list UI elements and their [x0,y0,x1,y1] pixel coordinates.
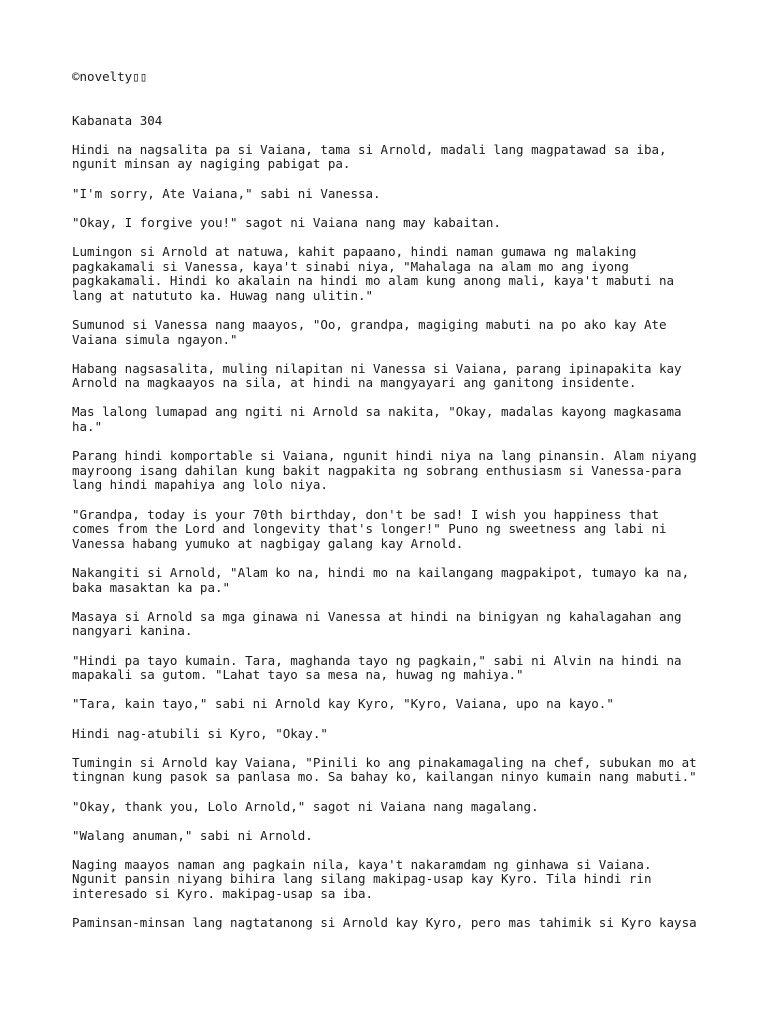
paragraph-5: Sumunod si Vanessa nang maayos, "Oo, grandpa, magiging mabuti na po ako kay Ate Vaiana simula ngayon." [72,316,667,347]
paragraph-17: "Walang anuman," sabi ni Arnold. [72,827,313,843]
paragraph-9: "Grandpa, today is your 70th birthday, don't be sad! I wish you happiness that comes from the Lord and longevity that's longer!" Puno ng sweetness ang labi ni Vanessa habang yumuko at nagbigay galang kay Arnold. [72,506,667,551]
paragraph-15: Tumingin si Arnold kay Vaiana, "Pinili ko ang pinakamagaling na chef, subukan mo at tingnan kung pasok sa panlasa mo. Sa bahay ko, kailangan ninyo kumain nang mabuti." [72,754,697,785]
paragraph-13: "Tara, kain tayo," sabi ni Arnold kay Kyro, "Kyro, Vaiana, upo na kayo." [72,696,614,712]
paragraph-11: Masaya si Arnold sa mga ginawa ni Vanessa at hindi na binigyan ng kahalagahan ang nangyari kanina. [72,608,682,639]
paragraph-19: Paminsan-minsan lang nagtatanong si Arnold kay Kyro, pero mas tahimik si Kyro kaysa [72,915,697,931]
paragraph-12: "Hindi pa tayo kumain. Tara, maghanda tayo ng pagkain," sabi ni Alvin na hindi na mapakali sa gutom. "Lahat tayo sa mesa na, huwag ng mahiya." [72,652,682,683]
paragraph-2: "I'm sorry, Ate Vaiana," sabi ni Vanessa. [72,185,381,201]
paragraph-4: Lumingon si Arnold at natuwa, kahit papaano, hindi naman gumawa ng malaking pagkakamali si Vanessa, kaya't sinabi niya, "Mahalaga na alam mo ang iyong pagkakamali. Hindi ko akalain na hindi mo alam kung anong mali, kaya't mabuti na lang at natututo ka. Huwag nang ulitin." [72,243,675,303]
chapter-title: Kabanata 304 [72,112,163,128]
paragraph-7: Mas lalong lumapad ang ngiti ni Arnold sa nakita, "Okay, madalas kayong magkasama ha." [72,404,682,435]
document-page [72,70,712,945]
paragraph-14: Hindi nag-atubili si Kyro, "Okay." [72,725,328,741]
paragraph-16: "Okay, thank you, Lolo Arnold," sagot ni Vaiana nang magalang. [72,798,539,814]
paragraph-10: Nakangiti si Arnold, "Alam ko na, hindi mo na kailangang magpakipot, tumayo ka na, baka masaktan ka pa." [72,565,690,595]
paragraph-1: Hindi na nagsalita pa si Vaiana, tama si Arnold, madali lang magpatawad sa iba, ngunit minsan ay nagiging pabigat pa. [72,141,667,172]
paragraph-18: Naging maayos naman ang pagkain nila, kaya't nakaramdam ng ginhawa si Vaiana. Ngunit pansin niyang bihira lang silang makipag-usap kay Kyro. Tila hindi rin interesado si Kyro. makipag-usap sa iba. [72,856,652,902]
paragraph-8: Parang hindi komportable si Vaiana, ngunit hindi niya na lang pinansin. Alam niyang mayroong isang dahilan kung bakit nagpakita ng sobrang enthusiasm si Vanessa-para lang hindi mapahiya ang lolo niya. [72,448,697,493]
paragraph-3: "Okay, I forgive you!" sagot ni Vaiana nang may kabaitan. [72,214,501,230]
paragraph-6: Habang nagsasalita, muling nilapitan ni Vanessa si Vaiana, parang ipinapakita kay Arnold na magkaayos na sila, at hindi na mangyayari ang ganitong insidente. [72,360,682,391]
copyright-line: ©novelty▯▯ [72,69,148,84]
